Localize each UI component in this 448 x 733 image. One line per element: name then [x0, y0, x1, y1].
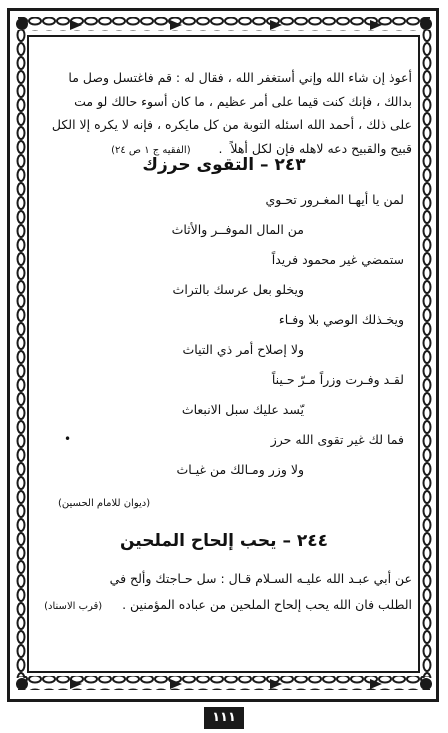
verse-line: ويخـذلك الوصي بلا وفـاء — [278, 312, 404, 327]
section-243-title: ٢٤٣ – التقوى حرزك — [142, 155, 306, 175]
verse-line: ويخلو بعل عرسك بالتراث — [172, 282, 304, 297]
page-number: ١١١ — [204, 707, 244, 729]
intro-line-last: قبيح والقبيح دعه لاهله فإن لكل أهلاً . (الفقيه ج ١ ص ٢٤) — [111, 140, 412, 156]
verse-line: ولا وزر ومـالك من غيـاث — [176, 462, 304, 477]
verse-line: ستمضي غير محمود فريداً — [271, 252, 404, 267]
verse-line: من المال الموفــر والأثاث — [171, 222, 304, 237]
intro-line-text: قبيح والقبيح دعه لاهله فإن لكل أهلاً — [230, 140, 412, 156]
page-content — [36, 44, 412, 664]
intro-citation: (الفقيه ج ١ ص ٢٤) — [111, 144, 191, 156]
verse-line: لمن يا أيهـا المغـرور تحـوي — [265, 192, 404, 207]
verse-line: يّسد عليك سبل الانبعاث — [181, 402, 304, 417]
hadith-line-last — [36, 592, 412, 620]
intro-line: أعوذ إن شاء الله وإني أستغفر الله ، فقال له : قم فاغتسل وصل ما — [68, 70, 412, 85]
section-244-paragraph — [36, 566, 412, 620]
verse-line: ولا إصلاح أمر ذي التياث — [182, 342, 304, 357]
hadith-line-text: الطلب فان الله يحب إلحاح الملحين من عباده المؤمنين . — [122, 597, 412, 612]
hadith-line: عن أبي عبـد الله عليـه السـلام قـال : سل حـاجتك وألح في — [109, 571, 412, 586]
section-244-citation: (قرب الاسناد) — [44, 601, 103, 612]
verse-line: فما لك غير تقوى الله حرز — [270, 432, 404, 447]
intro-line: على ذلك ، أحمد الله اسئله التوبة من كل مايكره ، فإنه لا يكره إلا الكل — [51, 117, 412, 132]
section-244-title: ٢٤٤ – يحب إلحاح الملحين — [119, 531, 329, 551]
intro-paragraph — [36, 66, 412, 162]
verse-line: لقـد وفـرت وزراً مـرّ حـيناً — [271, 372, 404, 387]
bullet-mark: • — [64, 432, 72, 446]
intro-line: بدالك ، فإنك كنت قيما على أمر عظيم ، ما كان أسوء حالك لو مت — [74, 93, 412, 109]
section-243-source: (ديوان للامام الحسين) — [58, 498, 151, 509]
